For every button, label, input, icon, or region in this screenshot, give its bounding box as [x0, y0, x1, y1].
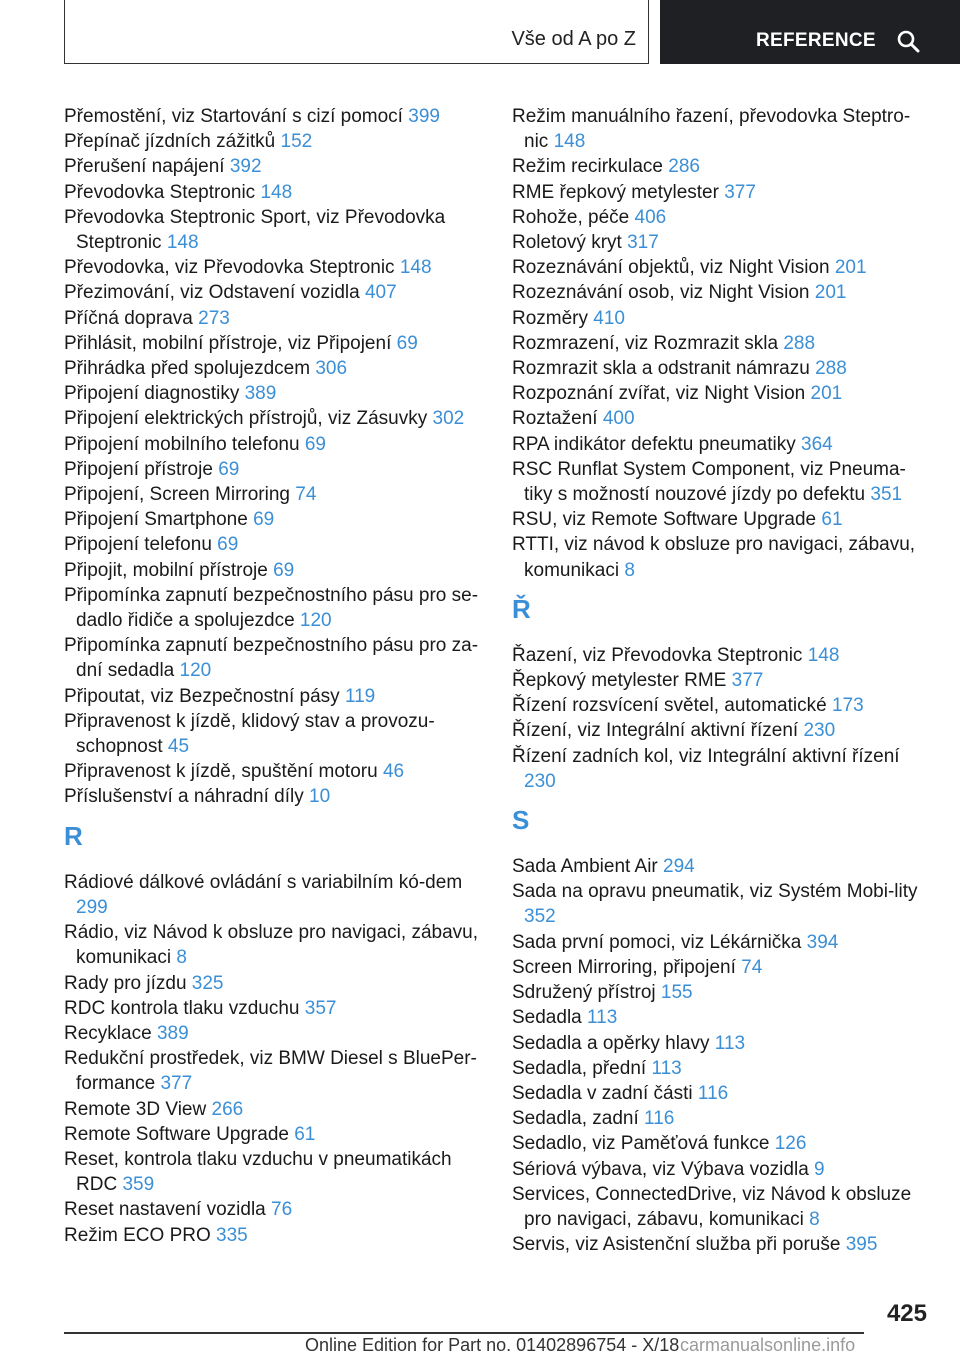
index-entry-text: Roletový kryt — [512, 232, 622, 254]
watermark: carmanualsonline.info — [680, 1335, 856, 1355]
index-entry — [64, 482, 484, 507]
index-entry — [512, 1056, 932, 1081]
index-entry — [64, 381, 484, 406]
index-entry — [512, 104, 932, 154]
page-link[interactable]: 306 — [315, 358, 348, 380]
index-entry — [512, 381, 932, 406]
index-entry-text: Připravenost k jízdě, spuštění motoru — [64, 761, 378, 783]
page-link[interactable]: 392 — [229, 156, 262, 178]
index-entry — [64, 870, 484, 920]
index-entry-text: Sedadlo, viz Paměťová funkce — [512, 1133, 770, 1155]
section-tab — [64, 0, 649, 64]
page-link[interactable]: 266 — [211, 1098, 244, 1120]
index-entry — [512, 930, 932, 955]
index-entry — [64, 1046, 484, 1096]
index-entry — [512, 980, 932, 1005]
page-link[interactable]: 288 — [815, 358, 847, 380]
index-entry — [512, 693, 932, 718]
index-entry-text: Remote 3D View — [64, 1098, 207, 1120]
index-entry — [512, 668, 932, 693]
index-entry-text: Připomínka zapnutí bezpečnostního pásu pro se-dadlo řidiče a spolujezdce — [64, 584, 479, 632]
page-link[interactable]: 120 — [299, 610, 332, 632]
index-entry-text: Reset, kontrola tlaku vzduchu v pneumatikách RDC — [64, 1148, 452, 1196]
index-entry-text: Příčná doprava — [64, 307, 193, 329]
index-entry — [64, 432, 484, 457]
index-entry-text: Řízení rozsvícení světel, automatické — [512, 695, 827, 717]
page-link[interactable]: 389 — [156, 1022, 189, 1044]
index-entry — [512, 432, 932, 457]
page-link[interactable]: 45 — [167, 736, 190, 758]
page-link[interactable]: 69 — [217, 534, 239, 556]
page-link[interactable]: 410 — [593, 307, 625, 329]
index-entry-text: Převodovka Steptronic Sport, viz Převodovka Steptronic — [64, 206, 446, 254]
page-link[interactable]: 201 — [814, 282, 847, 304]
index-entry — [512, 1157, 932, 1182]
reference-label: REFERENCE — [756, 30, 876, 51]
page-link[interactable]: 148 — [807, 644, 840, 666]
index-entry-text: Sériová výbava, viz Výbava vozidla — [512, 1158, 809, 1180]
index-entry-text: RTTI, viz návod k obsluze pro navigaci, zábavu, komunikaci — [512, 534, 916, 581]
page-link[interactable]: 201 — [810, 383, 843, 405]
page-link[interactable]: 148 — [166, 232, 199, 254]
index-entry — [64, 180, 484, 205]
search-icon[interactable] — [896, 29, 920, 53]
page-link[interactable]: 317 — [627, 232, 659, 254]
index-entry — [64, 996, 484, 1021]
index-entry-text: Připojení přístroje — [64, 458, 213, 480]
index-entry-text: Připojení telefonu — [64, 534, 212, 556]
index-entry-text: Sada na opravu pneumatik, viz Systém Mobi-lity — [512, 881, 918, 903]
index-entry — [512, 955, 932, 980]
index-entry-text: Připojení, Screen Mirroring — [64, 484, 290, 506]
page-link[interactable]: 113 — [651, 1057, 682, 1079]
index-entry-text: Připravenost k jízdě, klidový stav a provozu-schopnost — [64, 710, 435, 758]
index-entry-text: Řazení, viz Převodovka Steptronic — [512, 644, 803, 666]
page-link[interactable]: 69 — [218, 458, 240, 480]
index-entry-text: Připojení mobilního telefonu — [64, 433, 300, 455]
index-entry-text: Přezimování, viz Odstavení vozidla — [64, 282, 360, 304]
index-entry-text: RDC kontrola tlaku vzduchu — [64, 997, 300, 1019]
reference-tab[interactable] — [660, 0, 960, 64]
page-link[interactable]: 377 — [160, 1073, 193, 1095]
page-link[interactable]: 69 — [253, 509, 275, 531]
index-entry-text: Rozmrazení, viz Rozmrazit skla — [512, 332, 779, 354]
index-entry-text: Režim manuálního řazení, převodovka Steptro-nic — [512, 106, 911, 153]
index-entry-text: Services, ConnectedDrive, viz Návod k obsluze pro navigaci, zábavu, komunikaci — [512, 1183, 912, 1230]
page-link[interactable]: 364 — [801, 433, 833, 455]
index-entry-text: Přerušení napájení — [64, 156, 225, 178]
index-entry-text: Sada Ambient Air — [512, 856, 658, 878]
index-entry — [512, 406, 932, 431]
page-link[interactable]: 46 — [382, 761, 405, 783]
index-entry — [64, 709, 484, 759]
page-link[interactable]: 377 — [731, 670, 764, 692]
page-link[interactable]: 113 — [587, 1007, 618, 1029]
index-entry-text: Sdružený přístroj — [512, 982, 656, 1004]
index-entry-text: Screen Mirroring, připojení — [512, 956, 736, 978]
index-entry-text: Sedadla, přední — [512, 1057, 647, 1079]
page-link[interactable]: 230 — [803, 720, 836, 742]
index-entry — [512, 1005, 932, 1030]
index-entry — [64, 684, 484, 709]
page-link[interactable]: 148 — [260, 181, 293, 203]
index-entry — [512, 154, 932, 179]
page-link[interactable]: 69 — [273, 559, 295, 581]
page-link[interactable]: 294 — [663, 856, 695, 878]
index-entry — [64, 406, 484, 431]
index-entry — [512, 1232, 932, 1257]
index-entry-text: Připojení diagnostiky — [64, 383, 240, 405]
index-entry-text: Převodovka Steptronic — [64, 181, 256, 203]
index-entry — [512, 507, 932, 532]
index-entry-text: Režim ECO PRO — [64, 1224, 211, 1246]
index-entry — [64, 558, 484, 583]
index-entry-text: Sada první pomoci, viz Lékárnička — [512, 931, 802, 953]
index-entry — [512, 180, 932, 205]
letter-heading-s: S — [512, 805, 530, 836]
index-entry — [512, 879, 932, 929]
page-link[interactable]: 273 — [198, 307, 230, 329]
index-entry-text: RSC Runflat System Component, viz Pneuma-tiky s možností nouzové jízdy po defektu — [512, 458, 906, 506]
index-entry-text: Řízení zadních kol, viz Integrální aktivní řízení — [512, 745, 900, 767]
edition-note: Online Edition for Part no. 01402896754 - X/18 — [305, 1335, 680, 1355]
page-link[interactable]: 325 — [191, 972, 224, 994]
index-entry-text: Sedadla a opěrky hlavy — [512, 1032, 710, 1054]
page-link[interactable]: 395 — [845, 1234, 878, 1256]
index-entry — [64, 1223, 484, 1248]
page-link[interactable]: 377 — [724, 181, 756, 203]
footer-divider — [64, 1332, 864, 1334]
index-entry — [64, 356, 484, 381]
index-entry — [64, 129, 484, 154]
index-entry — [64, 255, 484, 280]
index-entry — [512, 1182, 932, 1232]
index-list-r-caron — [512, 643, 932, 794]
index-entry — [512, 255, 932, 280]
page-link[interactable]: 357 — [304, 997, 337, 1019]
index-entry — [64, 759, 484, 784]
page-header — [0, 0, 960, 66]
page-link[interactable]: 148 — [399, 257, 432, 279]
index-entry — [512, 718, 932, 743]
index-entry-text: Rádio, viz Návod k obsluze pro navigaci, zábavu, komunikaci — [64, 922, 479, 969]
page-link[interactable]: 394 — [806, 931, 839, 953]
index-entry-text: Převodovka, viz Převodovka Steptronic — [64, 257, 395, 279]
index-entry — [512, 457, 932, 507]
section-title: Vše od A po Z — [511, 28, 636, 50]
page-link[interactable]: 286 — [668, 156, 700, 178]
index-entry — [512, 280, 932, 305]
index-entry — [64, 532, 484, 557]
index-entry — [512, 1081, 932, 1106]
index-entry-text: Řízení, viz Integrální aktivní řízení — [512, 720, 799, 742]
index-entry — [512, 1031, 932, 1056]
index-column-left — [64, 104, 484, 1248]
index-entry — [64, 280, 484, 305]
index-entry-text: Rozpoznání zvířat, viz Night Vision — [512, 383, 806, 405]
page-link[interactable]: 152 — [280, 131, 313, 153]
index-entry-text: Roztažení — [512, 408, 598, 430]
index-entry — [512, 1131, 932, 1156]
page-link[interactable]: 120 — [179, 660, 212, 682]
index-list — [512, 104, 932, 583]
index-entry-text: RME řepkový metylester — [512, 181, 719, 203]
index-entry-text: Redukční prostředek, viz BMW Diesel s BluePer-formance — [64, 1048, 477, 1095]
index-entry — [512, 744, 932, 794]
page-link[interactable]: 119 — [344, 685, 376, 707]
letter-heading-r: R — [64, 820, 83, 851]
page-link[interactable]: 288 — [783, 332, 816, 354]
index-entry — [64, 154, 484, 179]
page-link[interactable]: 173 — [831, 695, 864, 717]
index-entry-text: Připojení elektrických přístrojů, viz Zásuvky — [64, 408, 428, 430]
index-entry — [64, 1197, 484, 1222]
index-list-r — [64, 870, 484, 1248]
index-entry-text: Servis, viz Asistenční služba při poruše — [512, 1234, 841, 1256]
index-entry-text: Rohože, péče — [512, 206, 630, 228]
page-link[interactable]: 76 — [271, 1199, 293, 1221]
page-link[interactable]: 116 — [697, 1082, 729, 1104]
index-entry — [64, 331, 484, 356]
index-entry — [512, 306, 932, 331]
index-entry — [64, 507, 484, 532]
index-entry-text: Připojit, mobilní přístroje — [64, 559, 268, 581]
page-link[interactable]: 61 — [821, 509, 843, 531]
page-link[interactable]: 74 — [741, 956, 763, 978]
index-entry-text: Remote Software Upgrade — [64, 1123, 289, 1145]
index-entry — [64, 1147, 484, 1197]
index-entry-text: Přihlásit, mobilní přístroje, viz Připojení — [64, 332, 392, 354]
index-entry-text: Řepkový metylester RME — [512, 670, 727, 692]
index-entry-text: Rady pro jízdu — [64, 972, 187, 994]
index-entry — [64, 457, 484, 482]
index-entry-text: Příslušenství a náhradní díly — [64, 786, 304, 808]
index-entry — [64, 920, 484, 970]
index-entry — [64, 104, 484, 129]
index-entry-text: Režim recirkulace — [512, 156, 663, 178]
page-link[interactable]: 69 — [396, 332, 418, 354]
page-link[interactable]: 389 — [244, 383, 277, 405]
index-entry-text: Přihrádka před spolujezdcem — [64, 358, 311, 380]
index-entry-text: Připomínka zapnutí bezpečnostního pásu pro za-dní sedadla — [64, 635, 479, 682]
index-entry — [64, 205, 484, 255]
page-link[interactable]: 299 — [76, 896, 108, 918]
index-entry-text: Reset nastavení vozidla — [64, 1199, 266, 1221]
page-link[interactable]: 8 — [176, 947, 187, 969]
page-link[interactable]: 352 — [524, 906, 556, 928]
index-entry-text: Rozeznávání objektů, viz Night Vision — [512, 257, 830, 279]
index-entry-text: Rozeznávání osob, viz Night Vision — [512, 282, 810, 304]
page-link[interactable]: 406 — [634, 206, 667, 228]
index-entry — [64, 784, 484, 809]
page-link[interactable]: 61 — [294, 1123, 316, 1145]
index-entry-text: RPA indikátor defektu pneumatiky — [512, 433, 796, 455]
index-entry — [64, 971, 484, 996]
index-entry — [64, 1097, 484, 1122]
page-link[interactable]: 335 — [216, 1224, 248, 1246]
index-entry-text: Sedadla v zadní části — [512, 1082, 693, 1104]
page-link[interactable]: 8 — [809, 1208, 820, 1230]
page-link[interactable]: 359 — [122, 1174, 155, 1196]
index-list-s — [512, 854, 932, 1257]
index-entry-text: Rozmrazit skla a odstranit námrazu — [512, 358, 810, 380]
index-entry — [512, 331, 932, 356]
page-link[interactable]: 126 — [774, 1133, 807, 1155]
page-link[interactable]: 74 — [295, 484, 317, 506]
index-entry — [512, 532, 932, 582]
index-entry-text: Rozměry — [512, 307, 589, 329]
page-link[interactable]: 351 — [870, 484, 903, 506]
page-link[interactable]: 201 — [834, 257, 867, 279]
page-link[interactable]: 8 — [624, 559, 635, 581]
page-link[interactable]: 230 — [524, 770, 556, 792]
index-entry-text: Připoutat, viz Bezpečnostní pásy — [64, 685, 340, 707]
page-link[interactable]: 10 — [309, 786, 331, 808]
index-entry-text: Přemostění, viz Startování s cizí pomocí — [64, 106, 403, 127]
letter-heading-r-caron: Ř — [512, 593, 531, 624]
page-link[interactable]: 399 — [408, 106, 440, 127]
index-list — [64, 104, 484, 810]
page-number: 425 — [886, 1300, 927, 1327]
index-entry-text: Sedadla — [512, 1007, 582, 1029]
page-link[interactable]: 407 — [364, 282, 397, 304]
index-entry — [64, 633, 484, 683]
index-entry-text: Rádiové dálkové ovládání s variabilním kó-dem — [64, 871, 463, 893]
index-entry — [64, 1122, 484, 1147]
index-entry-text: Sedadla, zadní — [512, 1108, 639, 1130]
index-entry — [64, 583, 484, 633]
index-entry-text: RSU, viz Remote Software Upgrade — [512, 509, 817, 531]
page-link[interactable]: 113 — [714, 1032, 746, 1054]
page-link[interactable]: 155 — [660, 982, 693, 1004]
index-entry-text: Přepínač jízdních zážitků — [64, 131, 276, 153]
page-link[interactable]: 400 — [602, 408, 635, 430]
index-entry — [512, 854, 932, 879]
page-link[interactable]: 148 — [553, 131, 586, 153]
index-entry — [512, 1106, 932, 1131]
index-entry-text: Recyklace — [64, 1022, 152, 1044]
index-column-right — [512, 104, 932, 1257]
index-entry — [64, 306, 484, 331]
index-entry — [512, 230, 932, 255]
index-entry-text: Připojení Smartphone — [64, 509, 248, 531]
page-link[interactable]: 116 — [644, 1108, 675, 1130]
index-entry — [512, 356, 932, 381]
page-link[interactable]: 9 — [814, 1158, 825, 1180]
page-link[interactable]: 302 — [432, 408, 465, 430]
index-entry — [512, 205, 932, 230]
index-entry — [64, 1021, 484, 1046]
page-link[interactable]: 69 — [304, 433, 326, 455]
index-entry — [512, 643, 932, 668]
